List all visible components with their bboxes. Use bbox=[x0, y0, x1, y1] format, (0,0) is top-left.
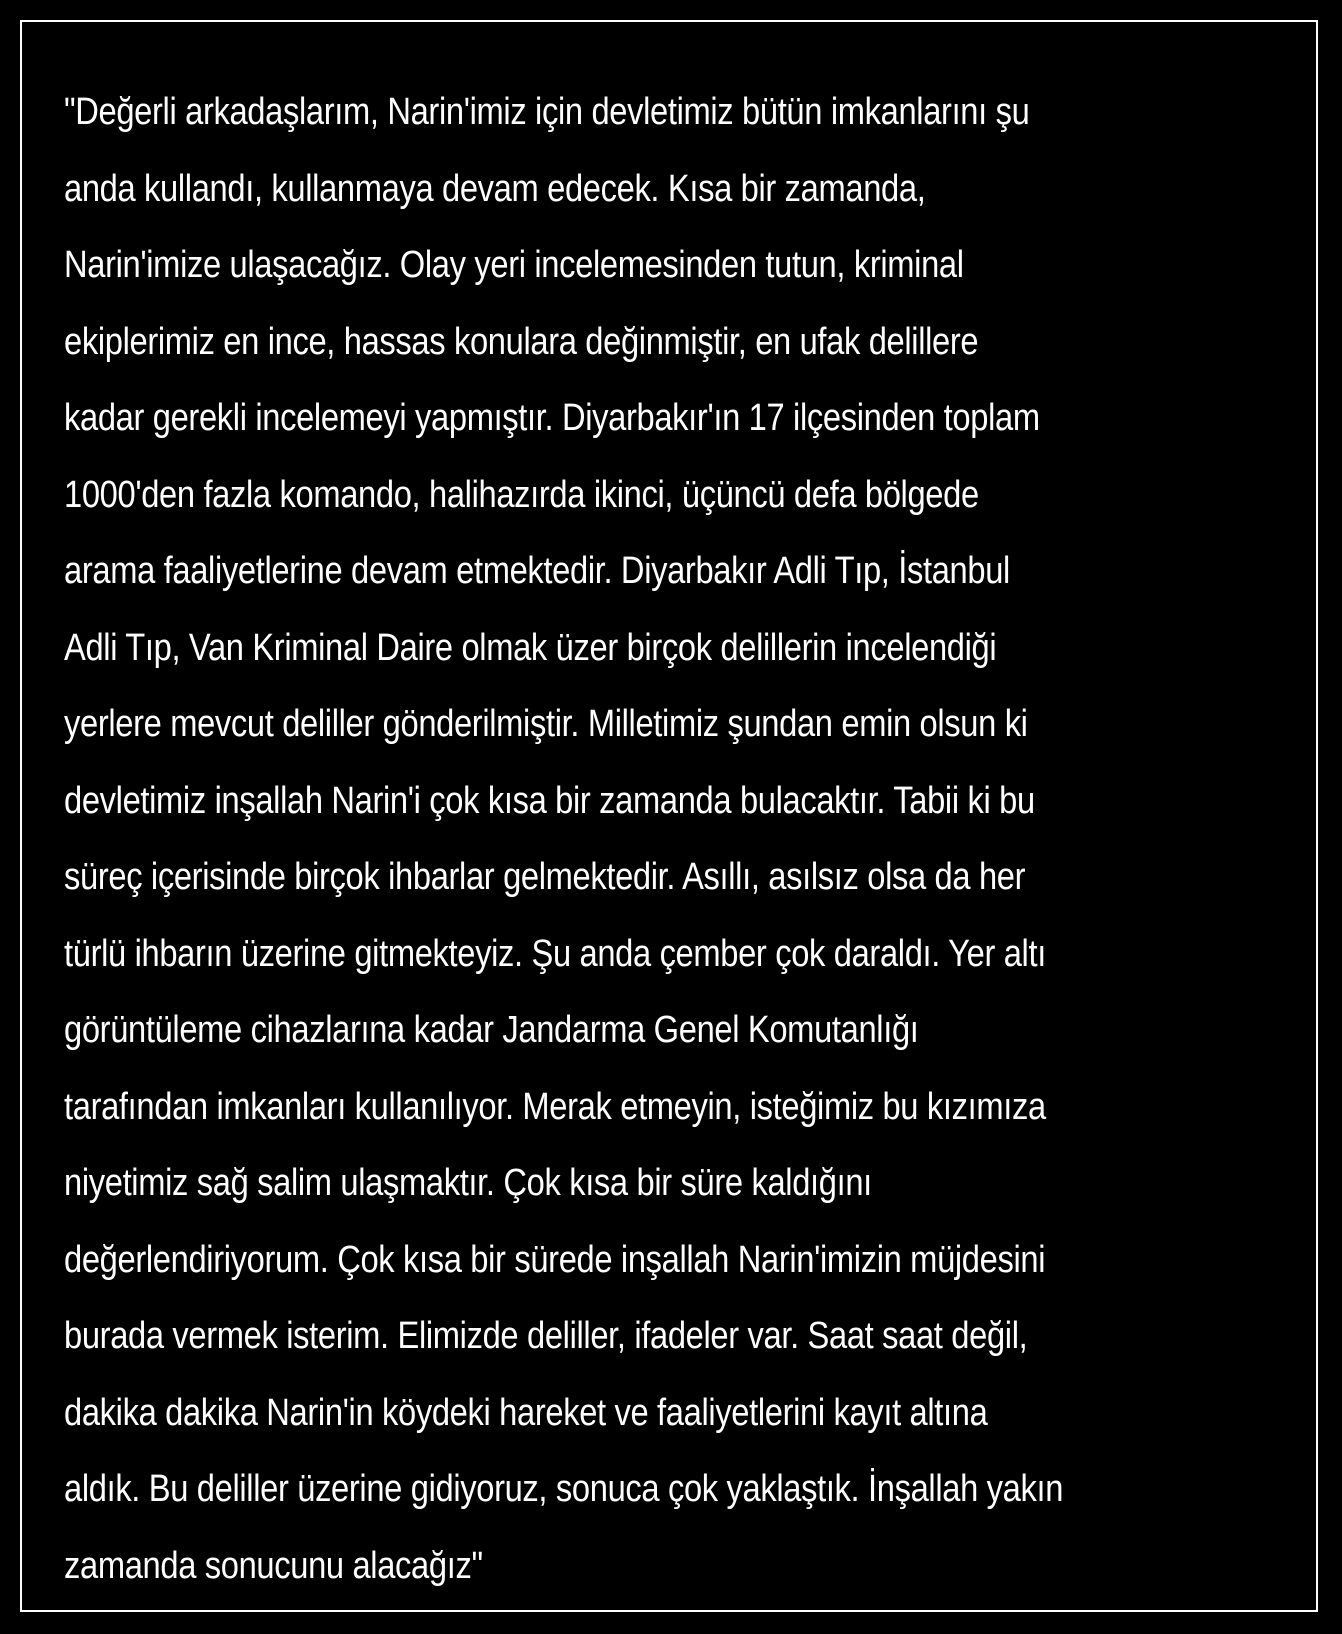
quote-line: anda kullandı, kullanmaya devam edecek. Kısa bir zamanda, bbox=[64, 167, 926, 210]
quote-line: burada vermek isterim. Elimizde deliller, ifadeler var. Saat saat değil, bbox=[64, 1315, 1028, 1357]
quote-line: türlü ihbarın üzerine gitmekteyiz. Şu anda çember çok daraldı. Yer altı bbox=[64, 932, 1046, 975]
quote-line: niyetimiz sağ salim ulaşmaktır. Çok kısa bir süre kaldığını bbox=[64, 1162, 872, 1204]
quote-line: yerlere mevcut deliller gönderilmiştir. Milletimiz şundan emin olsun ki bbox=[64, 703, 1028, 745]
quote-line: 1000'den fazla komando, halihazırda ikinci, üçüncü defa bölgede bbox=[64, 473, 979, 516]
quote-card bbox=[20, 20, 1318, 1612]
quote-line: Adli Tıp, Van Kriminal Daire olmak üzer birçok delillerin incelendiği bbox=[64, 626, 997, 669]
quote-line: arama faaliyetlerine devam etmektedir. Diyarbakır Adli Tıp, İstanbul bbox=[64, 550, 1010, 592]
quote-line: devletimiz inşallah Narin'i çok kısa bir zamanda bulacaktır. Tabii ki bu bbox=[64, 779, 1035, 822]
quote-line: aldık. Bu deliller üzerine gidiyoruz, sonuca çok yaklaştık. İnşallah yakın bbox=[64, 1468, 1064, 1510]
quote-text bbox=[64, 74, 1122, 1604]
quote-line: dakika dakika Narin'in köydeki hareket ve faaliyetlerini kayıt altına bbox=[64, 1391, 988, 1434]
quote-line: "Değerli arkadaşlarım, Narin'imiz için devletimiz bütün imkanlarını şu bbox=[64, 91, 1030, 133]
quote-line: tarafından imkanları kullanılıyor. Merak etmeyin, isteğimiz bu kızımıza bbox=[64, 1085, 1046, 1128]
quote-line: Narin'imize ulaşacağız. Olay yeri incelemesinden tutun, kriminal bbox=[64, 244, 964, 286]
quote-line: zamanda sonucunu alacağız" bbox=[64, 1544, 483, 1587]
quote-line: ekiplerimiz en ince, hassas konulara değinmiştir, en ufak delillere bbox=[64, 320, 979, 363]
quote-line: değerlendiriyorum. Çok kısa bir sürede inşallah Narin'imizin müjdesini bbox=[64, 1238, 1046, 1281]
quote-line: kadar gerekli incelemeyi yapmıştır. Diyarbakır'ın 17 ilçesinden toplam bbox=[64, 397, 1040, 439]
quote-line: görüntüleme cihazlarına kadar Jandarma Genel Komutanlığı bbox=[64, 1009, 919, 1051]
quote-line: süreç içerisinde birçok ihbarlar gelmektedir. Asıllı, asılsız olsa da her bbox=[64, 856, 1026, 898]
